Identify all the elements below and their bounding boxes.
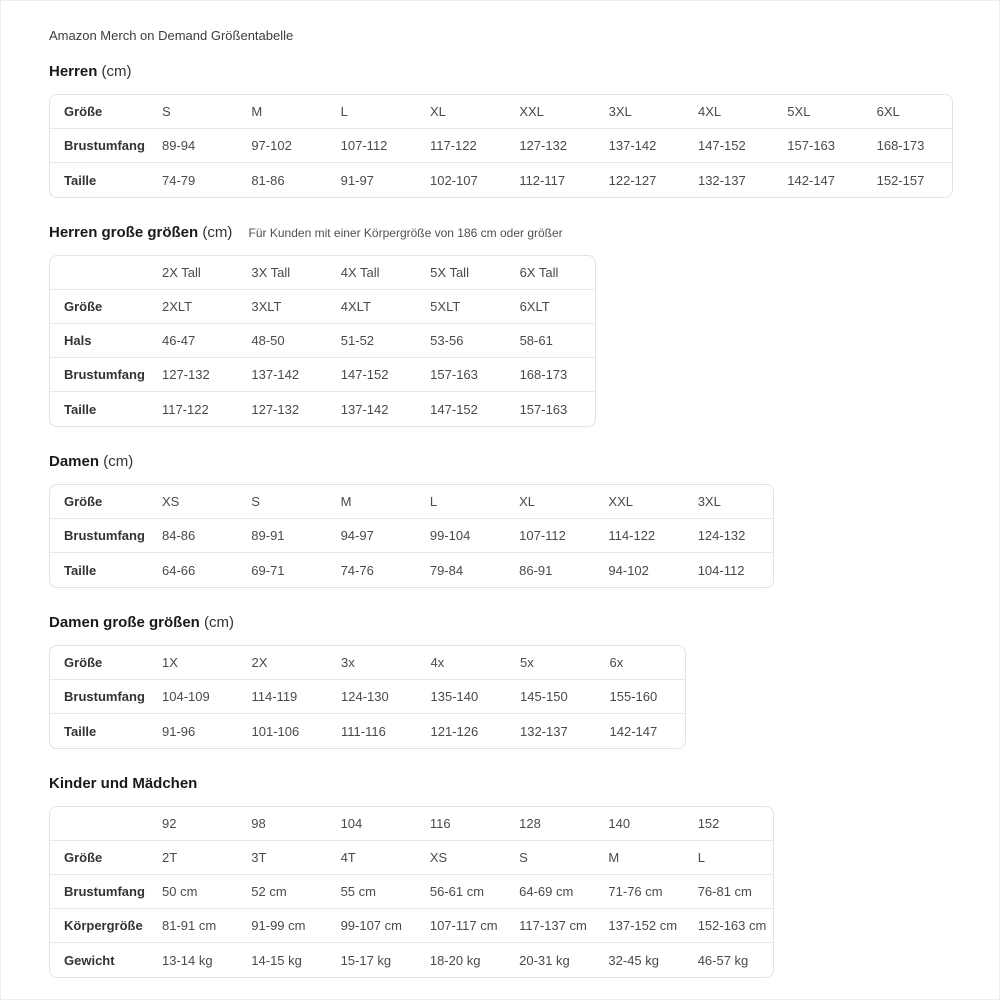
table-cell: 71-76 cm	[594, 875, 683, 909]
table-cell: 104-109	[148, 680, 238, 714]
page-title: Amazon Merch on Demand Größentabelle	[49, 28, 294, 43]
table-cell: 4XLT	[327, 290, 416, 324]
section-heading-text: Damen	[49, 453, 100, 470]
table-cell: 52 cm	[237, 875, 326, 909]
table-cell: 92	[148, 807, 237, 841]
table-row	[50, 290, 595, 324]
table-cell: 99-104	[416, 519, 505, 553]
table-cell: 3XLT	[237, 290, 326, 324]
table-cell: 14-15 kg	[251, 952, 302, 968]
table-cell: 15-17 kg	[340, 952, 392, 968]
table-cell: 99-107 cm	[327, 909, 416, 943]
table-cell: 97-102	[237, 129, 326, 163]
row-label: Größe	[50, 290, 148, 324]
section-damen-plus	[49, 614, 951, 749]
table-cell: 6XLT	[506, 290, 595, 324]
row-label: Brustumfang	[50, 680, 148, 714]
row-label	[50, 256, 148, 290]
table-cell: 46-47	[148, 324, 237, 358]
table-cell: 55 cm	[327, 875, 416, 909]
row-label: Brustumfang	[50, 519, 148, 553]
table-cell: 114-122	[594, 519, 683, 553]
table-cell: S	[148, 95, 237, 129]
section-heading-note: Für Kunden mit einer Körpergröße von 186 cm oder größer	[248, 226, 563, 240]
table-cell: 137-152 cm	[594, 909, 683, 943]
table-row	[50, 485, 773, 519]
row-label: Brustumfang	[50, 129, 148, 163]
table-row	[50, 553, 773, 587]
table-cell: 145-150	[506, 680, 596, 714]
table-cell: 116	[416, 807, 505, 841]
table-row	[50, 256, 595, 290]
table-cell: 46-57 kg	[697, 952, 749, 968]
table-row	[50, 714, 685, 748]
table-cell: 5XL	[773, 95, 862, 129]
table-cell: 2XLT	[148, 290, 237, 324]
table-cell: M	[327, 485, 416, 519]
table-cell: 168-173	[506, 358, 595, 392]
table-cell: 152-157	[876, 172, 925, 188]
table-cell: 137-142	[237, 358, 326, 392]
size-table-herren	[49, 94, 953, 198]
table-cell: 117-122	[162, 401, 209, 417]
table-row	[50, 841, 773, 875]
table-cell: 94-97	[327, 519, 416, 553]
table-cell: 3T	[237, 841, 326, 875]
table-cell: 128	[505, 807, 594, 841]
table-cell: 91-97	[340, 172, 374, 188]
table-cell: 86-91	[519, 562, 553, 578]
table-cell: 6x	[596, 646, 686, 680]
table-cell: 81-86	[251, 172, 285, 188]
table-cell: 104	[327, 807, 416, 841]
table-cell: 4x	[417, 646, 507, 680]
table-cell: 121-126	[430, 723, 479, 739]
table-cell: 76-81 cm	[684, 875, 773, 909]
table-cell: 140	[594, 807, 683, 841]
table-row	[50, 392, 595, 426]
table-cell: 32-45 kg	[608, 952, 659, 968]
table-cell: XXL	[594, 485, 683, 519]
table-cell: 157-163	[416, 358, 505, 392]
section-herren-tall	[49, 224, 951, 427]
row-label: Brustumfang	[50, 875, 148, 909]
table-cell: 2X Tall	[148, 256, 237, 290]
table-cell: 114-119	[238, 680, 328, 714]
section-kinder	[49, 775, 951, 978]
section-heading-kinder	[49, 775, 951, 792]
table-cell: M	[594, 841, 683, 875]
section-heading-text: Damen große größen	[49, 614, 200, 631]
table-row	[50, 519, 773, 553]
table-cell: 56-61 cm	[416, 875, 505, 909]
section-damen	[49, 453, 951, 588]
table-cell: 18-20 kg	[429, 952, 481, 968]
table-cell: 3XL	[595, 95, 684, 129]
size-table-herren-tall	[49, 255, 596, 427]
table-cell: 117-122	[416, 129, 505, 163]
table-cell: 94-102	[608, 562, 649, 578]
table-cell: 89-94	[148, 129, 237, 163]
size-table-damen-plus	[49, 645, 686, 749]
table-cell: 157-163	[773, 129, 862, 163]
section-heading-text: Herren große größen	[49, 224, 199, 241]
table-cell: XS	[416, 841, 505, 875]
section-heading-damen	[49, 453, 951, 470]
table-cell: 104-112	[697, 562, 745, 578]
table-cell: M	[237, 95, 326, 129]
size-table-damen	[49, 484, 774, 588]
table-cell: 91-96	[162, 723, 196, 739]
table-cell: 107-112	[505, 519, 594, 553]
table-cell: 48-50	[237, 324, 326, 358]
row-label: Größe	[50, 485, 148, 519]
table-cell: 58-61	[506, 324, 595, 358]
table-cell: 112-117	[519, 172, 566, 188]
table-cell: 135-140	[417, 680, 507, 714]
table-cell: 69-71	[251, 562, 285, 578]
row-label: Brustumfang	[50, 358, 148, 392]
table-cell: 2X	[238, 646, 328, 680]
table-cell: 137-142	[340, 401, 389, 417]
table-cell: 137-142	[595, 129, 684, 163]
table-row	[50, 943, 773, 977]
section-heading-unit: (cm)	[103, 453, 134, 470]
table-cell: 127-132	[505, 129, 594, 163]
table-cell: 74-76	[340, 562, 374, 578]
table-cell: 53-56	[416, 324, 505, 358]
table-cell: 3XL	[684, 485, 773, 519]
table-cell: 50 cm	[148, 875, 237, 909]
table-cell: L	[327, 95, 416, 129]
table-cell: 4XL	[684, 95, 773, 129]
table-row	[50, 909, 773, 943]
section-heading-unit: (cm)	[101, 63, 132, 80]
table-row	[50, 163, 952, 197]
row-label: Taille	[64, 562, 97, 578]
table-cell: 117-137 cm	[505, 909, 594, 943]
table-row	[50, 875, 773, 909]
table-cell: 91-99 cm	[237, 909, 326, 943]
table-cell: 127-132	[251, 401, 300, 417]
table-cell: 1X	[148, 646, 238, 680]
table-cell: 122-127	[608, 172, 657, 188]
table-cell: 4T	[327, 841, 416, 875]
table-cell: 127-132	[148, 358, 237, 392]
table-cell: 20-31 kg	[519, 952, 570, 968]
table-cell: L	[684, 841, 773, 875]
table-cell: 102-107	[429, 172, 478, 188]
table-row	[50, 680, 685, 714]
row-label: Taille	[64, 172, 97, 188]
table-cell: 155-160	[596, 680, 686, 714]
table-cell: 124-132	[684, 519, 773, 553]
row-label: Taille	[64, 401, 97, 417]
table-cell: S	[505, 841, 594, 875]
table-row	[50, 95, 952, 129]
table-cell: 5x	[506, 646, 596, 680]
table-cell: 74-79	[162, 172, 196, 188]
table-cell: XS	[148, 485, 237, 519]
table-cell: 79-84	[429, 562, 464, 578]
section-heading-unit: (cm)	[202, 224, 233, 241]
row-label: Körpergröße	[50, 909, 148, 943]
row-label: Gewicht	[64, 952, 115, 968]
table-cell: 147-152	[430, 401, 478, 417]
table-cell: 98	[237, 807, 326, 841]
table-cell: 152	[684, 807, 773, 841]
table-cell: 101-106	[251, 723, 300, 739]
section-heading-unit: (cm)	[204, 614, 235, 631]
table-cell: XL	[505, 485, 594, 519]
table-row	[50, 129, 952, 163]
table-cell: 89-91	[237, 519, 326, 553]
table-cell: 5XLT	[416, 290, 505, 324]
table-cell: 64-66	[162, 562, 196, 578]
table-row	[50, 324, 595, 358]
table-cell: 6X Tall	[506, 256, 595, 290]
table-cell: XXL	[505, 95, 594, 129]
table-cell: 142-147	[609, 723, 658, 739]
table-cell: 147-152	[684, 129, 773, 163]
section-heading-damen-plus	[49, 614, 951, 631]
table-cell: 84-86	[148, 519, 237, 553]
table-cell: 132-137	[697, 172, 746, 188]
table-cell: 124-130	[327, 680, 417, 714]
table-row	[50, 358, 595, 392]
table-cell: 157-163	[519, 401, 568, 417]
size-table-kinder	[49, 806, 774, 978]
table-cell: S	[237, 485, 326, 519]
table-cell: 4X Tall	[327, 256, 416, 290]
table-cell: L	[416, 485, 505, 519]
table-row	[50, 646, 685, 680]
table-cell: 111-116	[341, 723, 386, 739]
table-cell: 64-69 cm	[505, 875, 594, 909]
table-cell: 51-52	[327, 324, 416, 358]
section-herren	[49, 63, 951, 198]
table-row	[50, 807, 773, 841]
table-cell: 3x	[327, 646, 417, 680]
section-heading-herren	[49, 63, 951, 80]
table-cell: 107-112	[327, 129, 416, 163]
section-heading-herren-tall	[49, 224, 951, 241]
table-cell: 81-91 cm	[148, 909, 237, 943]
row-label: Taille	[64, 723, 97, 739]
table-cell: 142-147	[787, 172, 836, 188]
row-label	[50, 807, 148, 841]
table-cell: 107-117 cm	[416, 909, 505, 943]
table-cell: 132-137	[520, 723, 568, 739]
table-cell: 2T	[148, 841, 237, 875]
row-label: Größe	[50, 841, 148, 875]
table-cell: 5X Tall	[416, 256, 505, 290]
section-heading-text: Kinder und Mädchen	[49, 775, 198, 792]
table-cell: 152-163 cm	[684, 909, 773, 943]
row-label: Größe	[50, 646, 148, 680]
table-cell: XL	[416, 95, 505, 129]
section-heading-text: Herren	[49, 63, 98, 80]
table-cell: 6XL	[863, 95, 952, 129]
table-cell: 168-173	[863, 129, 952, 163]
table-cell: 3X Tall	[237, 256, 326, 290]
row-label: Hals	[50, 324, 148, 358]
table-cell: 147-152	[327, 358, 416, 392]
table-cell: 13-14 kg	[162, 952, 213, 968]
row-label: Größe	[50, 95, 148, 129]
